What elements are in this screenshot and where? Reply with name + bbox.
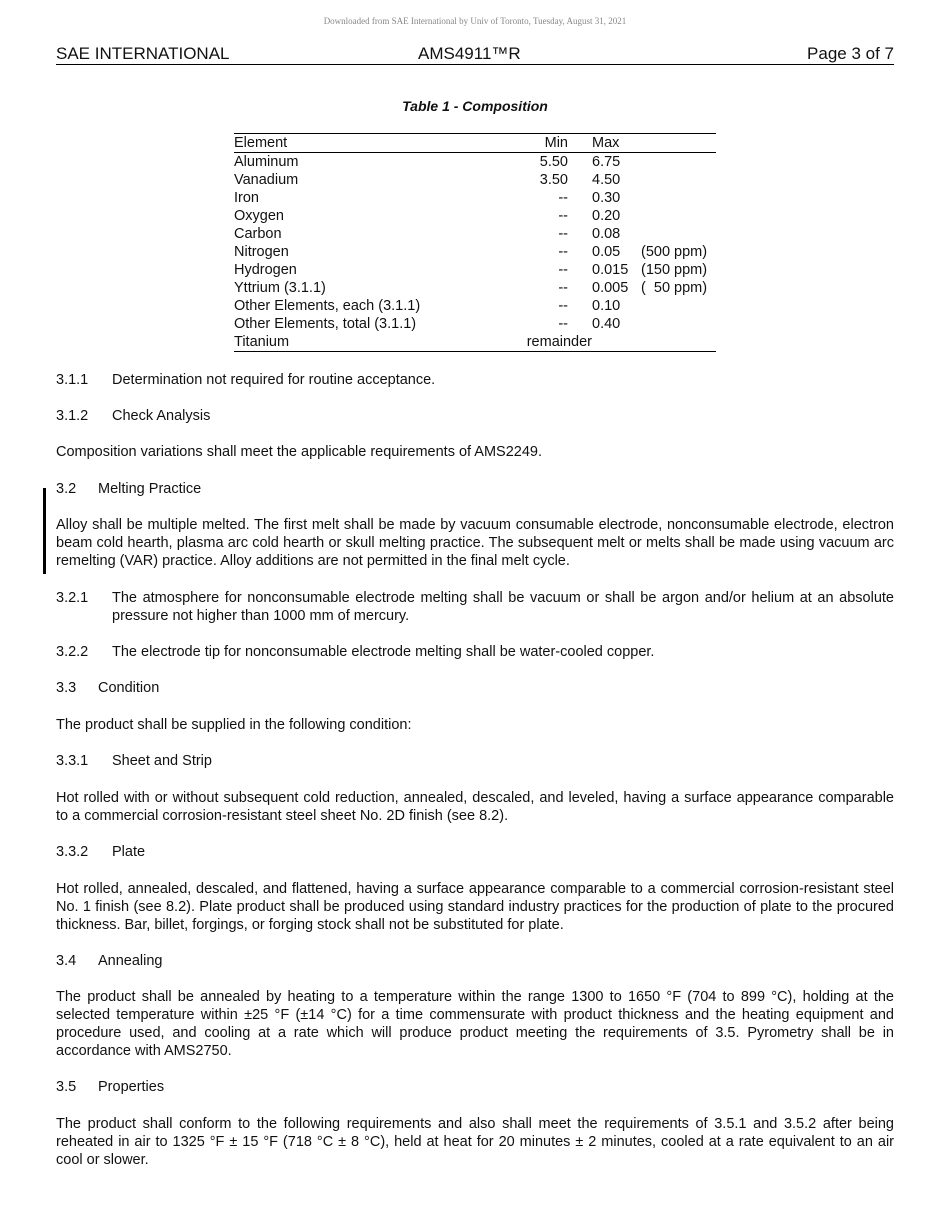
cell-min: 3.50 — [539, 172, 568, 188]
cell-ppm: ( 50 ppm) — [641, 280, 708, 296]
cell-element: Aluminum — [234, 154, 299, 170]
table-row — [234, 207, 716, 225]
section-3-1-2-body: Composition variations shall meet the applicable requirements of AMS2249. — [56, 444, 543, 460]
header-doc-id: AMS4911™R — [418, 44, 521, 63]
section-3-5-heading — [56, 1078, 164, 1096]
table-row — [234, 315, 716, 333]
section-3-1-1 — [56, 371, 435, 389]
section-number: 3.3 — [56, 680, 77, 696]
cell-min: -- — [558, 298, 568, 314]
cell-max: 0.20 — [592, 208, 621, 224]
table-header-row — [234, 134, 716, 153]
table-row — [234, 297, 716, 315]
cell-element: Vanadium — [234, 172, 299, 188]
table-row-titanium — [234, 333, 716, 352]
cell-ppm — [641, 297, 716, 315]
cell-min: -- — [558, 244, 568, 260]
section-number: 3.2.1 — [56, 590, 89, 606]
header-page-number: Page 3 of 7 — [807, 44, 894, 63]
section-3-3-2-body: Hot rolled, annealed, descaled, and flattened, having a surface appearance comparable to a commercial corrosion-resistant steel No. 1 finish (see 8.2). Plate product shall be produced using standard industry practices for the production of plate to the procured thickness. Bar, billet, forgings, or forging stock shall not be substituted for plate. — [56, 881, 894, 933]
cell-ppm: (500 ppm) — [641, 244, 708, 260]
cell-element: Iron — [234, 190, 259, 206]
cell-ppm — [641, 333, 716, 352]
cell-element: Yttrium (3.1.1) — [234, 280, 326, 296]
section-text: The atmosphere for nonconsumable electrode melting shall be vacuum or shall be argon and/or helium at an absolute pressure not higher than 1000 mm of mercury. — [112, 590, 894, 624]
cell-min: 5.50 — [539, 154, 568, 170]
composition-table — [234, 133, 716, 352]
cell-ppm: (150 ppm) — [641, 262, 708, 278]
cell-min: -- — [558, 190, 568, 206]
cell-max — [592, 333, 641, 352]
table-row — [234, 171, 716, 189]
table-row — [234, 261, 716, 279]
cell-max: 4.50 — [592, 172, 621, 188]
cell-min: -- — [558, 280, 568, 296]
section-3-3-body: The product shall be supplied in the following condition: — [56, 717, 412, 733]
table-title: Table 1 - Composition — [402, 98, 548, 114]
section-number: 3.1.1 — [56, 372, 89, 388]
header-org: SAE INTERNATIONAL — [56, 44, 230, 63]
section-3-3-1-heading — [56, 752, 212, 770]
cell-max: 0.30 — [592, 190, 621, 206]
cell-max: 0.40 — [592, 316, 621, 332]
section-title: Properties — [98, 1079, 165, 1095]
cell-ppm — [641, 153, 716, 172]
section-3-2-1 — [56, 589, 894, 625]
section-title: Plate — [112, 844, 146, 860]
revision-change-bar — [43, 488, 46, 574]
section-3-3-heading — [56, 679, 159, 697]
column-header-min: Min — [544, 135, 568, 151]
section-text: Determination not required for routine acceptance. — [112, 372, 436, 388]
cell-element: Hydrogen — [234, 262, 297, 278]
cell-min: -- — [558, 262, 568, 278]
section-number: 3.5 — [56, 1079, 77, 1095]
section-3-3-2-heading — [56, 843, 145, 861]
cell-max: 0.015 — [592, 262, 629, 278]
section-3-4-heading — [56, 952, 163, 970]
section-number: 3.3.2 — [56, 844, 89, 860]
table-row — [234, 189, 716, 207]
section-3-4-body: The product shall be annealed by heating to a temperature within the range 1300 to 1650 °F (704 to 899 °C), holding at the selected temperature within ±25 °F (±14 °C) for a time commensurate with product thickness and the heating equipment and procedure used, and cooling at a rate which will produce product meeting the requirements of 3.5. Pyrometry shall be in accordance with AMS2750. — [56, 989, 894, 1059]
section-number: 3.2 — [56, 481, 77, 497]
cell-element: Other Elements, total (3.1.1) — [234, 316, 417, 332]
table-row — [234, 225, 716, 243]
cell-element: Titanium — [234, 334, 290, 350]
cell-element: Carbon — [234, 226, 282, 242]
section-title: Sheet and Strip — [112, 753, 212, 769]
section-number: 3.4 — [56, 953, 77, 969]
section-3-5-body: The product shall conform to the following requirements and also shall meet the requirements of 3.5.1 and 3.5.2 after being reheated in air to 1325 °F ± 15 °F (718 °C ± 8 °C), held at heat for 20 minutes ± 2 minutes, cooled at a rate equivalent to an air cool or slower. — [56, 1116, 894, 1168]
section-3-2-body: Alloy shall be multiple melted. The first melt shall be made by vacuum consumable electrode, nonconsumable electrode, electron beam cold hearth, plasma arc cold hearth or skull melting practice. The subsequent melt or melts shall be made using vacuum arc remelting (VAR) practice. Alloy additions are not permitted in the final melt cycle. — [56, 517, 894, 569]
section-3-2-heading — [56, 480, 201, 498]
cell-min: -- — [558, 226, 568, 242]
cell-max: 0.05 — [592, 244, 621, 260]
table-row — [234, 243, 716, 261]
table-row — [234, 153, 716, 172]
section-number: 3.1.2 — [56, 408, 89, 424]
section-3-1-2-heading — [56, 407, 210, 425]
cell-max: 0.08 — [592, 226, 621, 242]
cell-ppm — [641, 315, 716, 333]
section-3-3-1-body: Hot rolled with or without subsequent cold reduction, annealed, descaled, and leveled, having a surface appearance comparable to a commercial corrosion-resistant steel sheet No. 2D finish (see 8.2). — [56, 790, 894, 824]
cell-element: Other Elements, each (3.1.1) — [234, 298, 421, 314]
cell-max: 6.75 — [592, 154, 621, 170]
section-number: 3.3.1 — [56, 753, 89, 769]
section-text: The electrode tip for nonconsumable electrode melting shall be water-cooled copper. — [112, 644, 655, 660]
section-title: Check Analysis — [112, 408, 211, 424]
cell-ppm — [641, 207, 716, 225]
cell-ppm — [641, 225, 716, 243]
section-title: Annealing — [98, 953, 163, 969]
cell-min: -- — [558, 208, 568, 224]
column-header-ppm — [641, 134, 716, 153]
section-3-2-2 — [56, 643, 654, 661]
cell-ppm — [641, 189, 716, 207]
cell-element: Nitrogen — [234, 244, 289, 260]
column-header-max: Max — [592, 135, 620, 151]
section-number: 3.2.2 — [56, 644, 89, 660]
table-row — [234, 279, 716, 297]
cell-max: 0.10 — [592, 298, 621, 314]
section-title: Melting Practice — [98, 481, 202, 497]
cell-min: -- — [558, 316, 568, 332]
cell-ppm — [641, 171, 716, 189]
cell-max: 0.005 — [592, 280, 629, 296]
section-title: Condition — [98, 680, 160, 696]
cell-element: Oxygen — [234, 208, 284, 224]
page-header — [56, 44, 894, 65]
download-watermark: Downloaded from SAE International by Univ of Toronto, Tuesday, August 31, 2021 — [323, 16, 627, 26]
cell-min: remainder — [526, 334, 592, 350]
column-header-element: Element — [234, 135, 288, 151]
